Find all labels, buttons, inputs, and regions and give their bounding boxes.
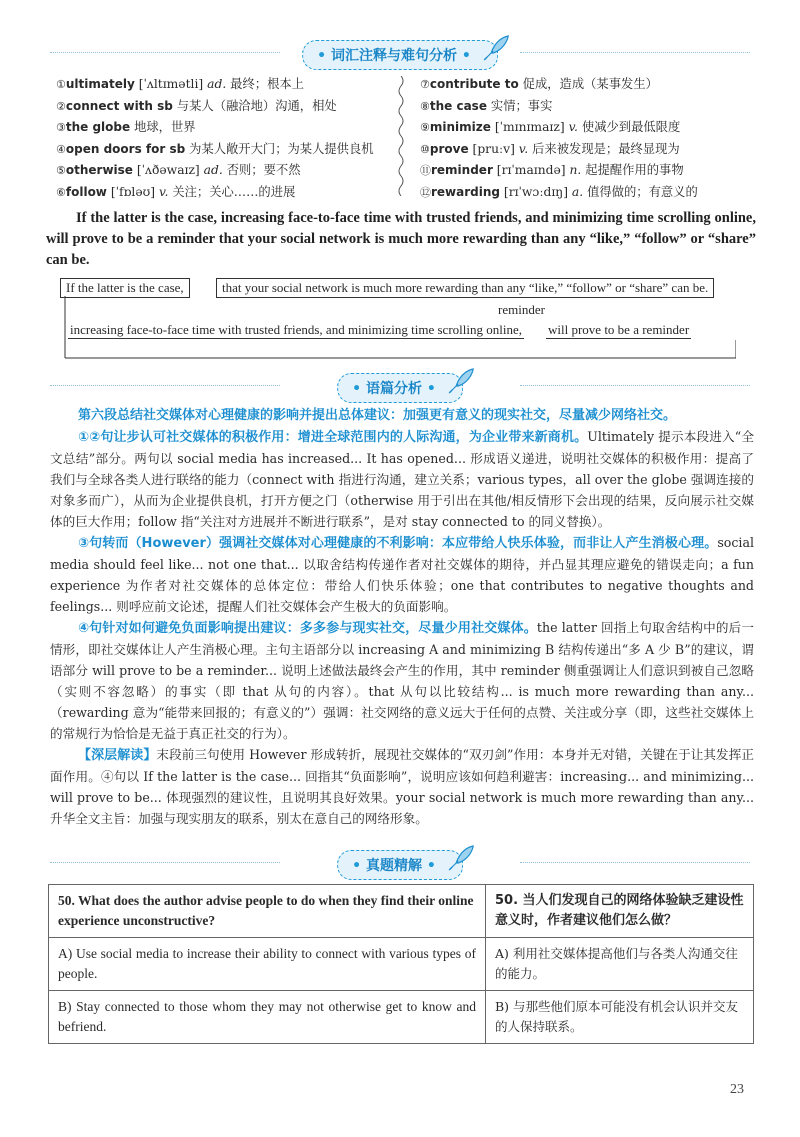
- exam-question-table: [48, 884, 754, 1044]
- vocab-section-header: [0, 38, 800, 68]
- sentence-diagram: [60, 278, 736, 364]
- diagram-reminder-label: reminder: [498, 302, 545, 317]
- question-zh: 50. 当人们发现自己的网络体验缺乏建设性意义时，作者建议他们怎么做？: [486, 885, 754, 938]
- question-row: [49, 885, 754, 938]
- option-row: [49, 938, 754, 991]
- exam-section-title: 真题精解: [366, 858, 422, 874]
- exam-section-pill: • 真题精解 •: [337, 850, 463, 880]
- analysis-paragraph-3: ④句针对如何避免负面影响提出建议：多多参与现实社交，尽量少用社交媒体。the latter 回指上句取舍结构中的后一情形，即社交媒体让人产生消极心理。主句主语部分以 increasing A and minimizing B 结构传递出“多 A 少 B”的建议，谓语部分 will prove to be a reminder... 说明上述做法最终会产生的作用，其中 reminder 侧重强调让人们意识到被自己忽略（实则不容忽略）的事实（即 that 从句的内容）。that 从句以比较结构... is much more rewarding than any...（rewarding 意为“能带来回报的；有意义的”）强调：社交网络的意义远大于任何的点赞、关注或分享（即，这些社交媒体上的常规行为恰恰是无益于真正社交的行为）。: [50, 620, 755, 741]
- vocab-item: ⑥follow [ˈfɒləʊ] v. 关注；关心……的进展: [56, 184, 296, 199]
- quill-icon: [446, 843, 476, 873]
- deep-reading: 【深层解读】末段前三句使用 However 形成转折，展现社交媒体的“双刃剑”作用：本身并无对错，关键在于让其发挥正面作用。④句以 If the latter is the case... 回指其“负面影响”，说明应该如何趋利避害：increasing... and minimizing... will prove to be... 体现强烈的建议性，且说明其良好效果。your social network is much more rewarding than any... 升华全文主旨：加强与现实朋友的联系，别太在意自己的网络形象。: [50, 747, 754, 826]
- diagram-clause-box: that your social network is much more rewarding than any “like,” “follow” or “share” can be.: [216, 278, 714, 298]
- vocab-item: ⑪reminder [rɪˈmaɪndə] n. 起提醒作用的事物: [420, 163, 684, 177]
- analysis-paragraph-2: ③句转而（However）强调社交媒体对心理健康的不利影响：本应带给人快乐体验，而非让人产生消极心理。social media should feel like... not one that... 以取舍结构传递作者对社交媒体的期待，并凸显其理应避免的错误走向；a fun experience 为作者对社交媒体的总体定位：带给人们快乐体验；one that contributes to negative thoughts and feelings... 则呼应前文论述，提醒人们社交媒体会产生极大的负面影响。: [50, 535, 754, 614]
- vocab-item: ⑩prove [pruːv] v. 后来被发现是；最终显现为: [420, 141, 680, 156]
- discourse-analysis: [50, 404, 754, 829]
- analysis-paragraph-1: ①②句让步认可社交媒体的积极作用：增进全球范围内的人际沟通，为企业带来新商机。Ultimately 提示本段进入“全文总结”部分。两句以 social media has increased... It has opened... 形成语义递进，说明社交媒体的积极作用：提高了我们与全球各类人进行联络的能力（connect with 指进行沟通，建立关系；various types，all over the globe 强调连接的对象多而广），从而为企业提供良机，打开方便之门（otherwise 用于引出在其他/相反情形下会出现的结果，反向展示社交媒体的巨大作用；follow 指“关注对方进展并不断进行联系”，是对 stay connected to 的同义替换）。: [50, 429, 755, 529]
- diagram-connector: [60, 278, 736, 364]
- question-en: 50. What does the author advise people to do when they find their online experience unconstructive?: [49, 885, 486, 938]
- column-divider: [396, 76, 406, 196]
- analysis-section-pill: • 语篇分析 •: [337, 373, 463, 403]
- vocab-list-right: [420, 74, 760, 203]
- quill-icon: [446, 366, 476, 396]
- analysis-section-header: [0, 371, 800, 401]
- diagram-predicate: will prove to be a reminder: [548, 322, 690, 337]
- difficult-sentence: If the latter is the case, increasing face-to-face time with trusted friends, and minimizing time scrolling online, will prove to be a reminder that your social network is much more rewarding than any “like,” “follow” or “share” can be.: [46, 210, 756, 268]
- exam-section-header: [0, 848, 800, 878]
- vocab-item: ④open doors for sb 为某人敞开大门；为某人提供良机: [56, 141, 374, 156]
- option-row: [49, 991, 754, 1044]
- analysis-section-title: 语篇分析: [366, 381, 422, 397]
- vocab-section-pill: • 词汇注释与难句分析 •: [302, 40, 498, 70]
- vocab-item: ①ultimately [ˈʌltɪmətli] ad. 最终；根本上: [56, 77, 304, 91]
- vocab-list-left: [56, 74, 386, 203]
- analysis-summary: 第六段总结社交媒体对心理健康的影响并提出总体建议：加强更有意义的现实社交，尽量减少网络社交。: [78, 408, 677, 423]
- vocab-item: ②connect with sb 与某人（融洽地）沟通，相处: [56, 98, 337, 113]
- option-a-en: A) Use social media to increase their ability to connect with various types of people.: [49, 938, 486, 991]
- quill-icon: [481, 33, 511, 63]
- vocab-section-title: 词汇注释与难句分析: [331, 48, 457, 64]
- diagram-subject: increasing face-to-face time with trusted friends, and minimizing time scrolling online,: [70, 322, 522, 337]
- option-a-zh: A) 利用社交媒体提高他们与各类人沟通交往的能力。: [486, 938, 754, 991]
- vocab-item: ⑨minimize [ˈmɪnɪmaɪz] v. 使减少到最低限度: [420, 120, 681, 134]
- page-number: 23: [730, 1082, 744, 1097]
- option-b-en: B) Stay connected to those whom they may not otherwise get to know and befriend.: [49, 991, 486, 1044]
- vocab-item: ⑦contribute to 促成，造成（某事发生）: [420, 77, 658, 91]
- option-b-zh: B) 与那些他们原本可能没有机会认识并交友的人保持联系。: [486, 991, 754, 1044]
- vocab-item: ⑧the case 实情；事实: [420, 98, 553, 113]
- vocab-item: ⑤otherwise [ˈʌðəwaɪz] ad. 否则；要不然: [56, 163, 301, 177]
- vocab-item: ⑫rewarding [rɪˈwɔːdɪŋ] a. 值得做的；有意义的: [420, 184, 698, 199]
- diagram-condition-box: If the latter is the case,: [60, 278, 190, 298]
- vocab-item: ③the globe 地球，世界: [56, 120, 196, 134]
